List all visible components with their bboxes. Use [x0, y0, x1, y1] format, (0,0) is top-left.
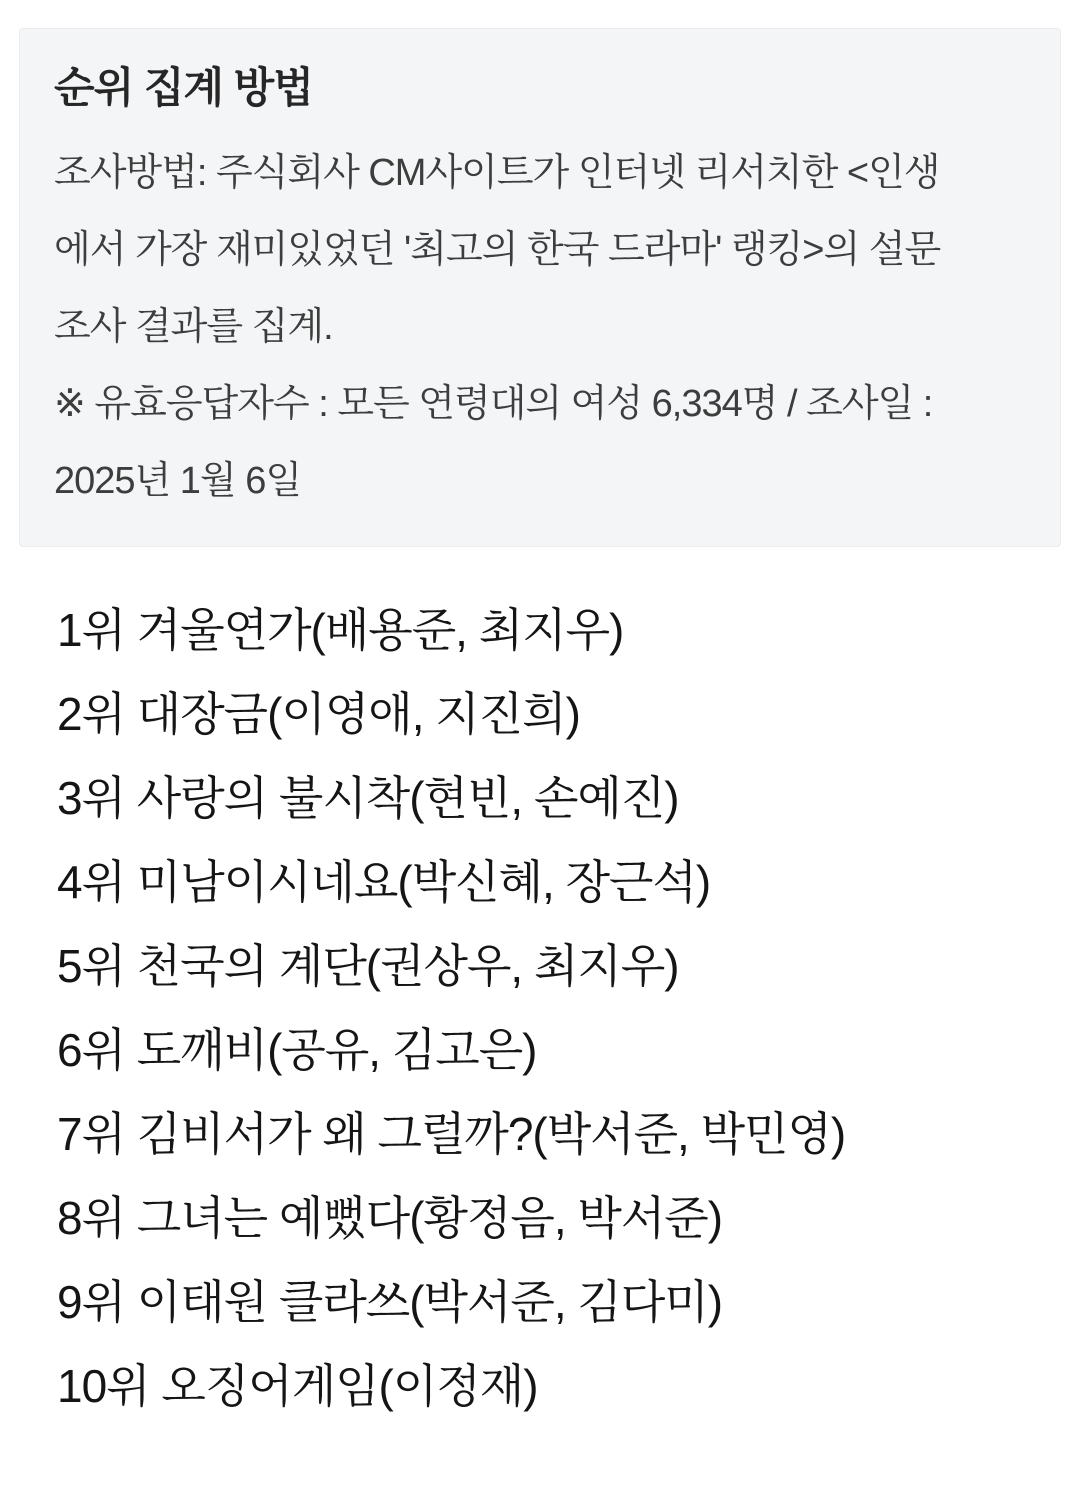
ranking-item: 10위 오징어게임(이정재) — [57, 1360, 538, 1412]
ranking-item: 5위 천국의 계단(권상우, 최지우) — [57, 940, 679, 992]
survey-method-panel — [19, 28, 1061, 547]
ranking-item: 1위 겨울연가(배용준, 최지우) — [57, 604, 624, 656]
method-line: 조사 결과를 집계. — [54, 306, 333, 348]
ranking-item: 4위 미남이시네요(박신혜, 장근석) — [57, 856, 711, 908]
respondent-info-paragraph — [54, 366, 1026, 520]
ranking-item: 9위 이태원 클라쓰(박서준, 김다미) — [57, 1276, 723, 1328]
method-line: 에서 가장 재미있었던 '최고의 한국 드라마' 랭킹>의 설문 — [54, 229, 941, 271]
ranking-item: 3위 사랑의 불시착(현빈, 손예진) — [57, 772, 679, 824]
panel-title: 순위 집계 방법 — [54, 64, 313, 111]
ranking-item: 2위 대장금(이영애, 지진희) — [57, 688, 580, 740]
survey-method-paragraph — [54, 135, 1026, 366]
ranking-item: 8위 그녀는 예뻤다(황정음, 박서준) — [57, 1192, 723, 1244]
ranking-item: 7위 김비서가 왜 그럴까?(박서준, 박민영) — [57, 1108, 846, 1160]
method-line: 조사방법: 주식회사 CM사이트가 인터넷 리서치한 <인생 — [54, 152, 940, 194]
drama-ranking-list — [57, 588, 1047, 1428]
ranking-item: 6위 도깨비(공유, 김고은) — [57, 1024, 537, 1076]
respondent-line: 2025년 1월 6일 — [54, 460, 302, 502]
respondent-line: ※ 유효응답자수 : 모든 연령대의 여성 6,334명 / 조사일 : — [54, 383, 933, 425]
